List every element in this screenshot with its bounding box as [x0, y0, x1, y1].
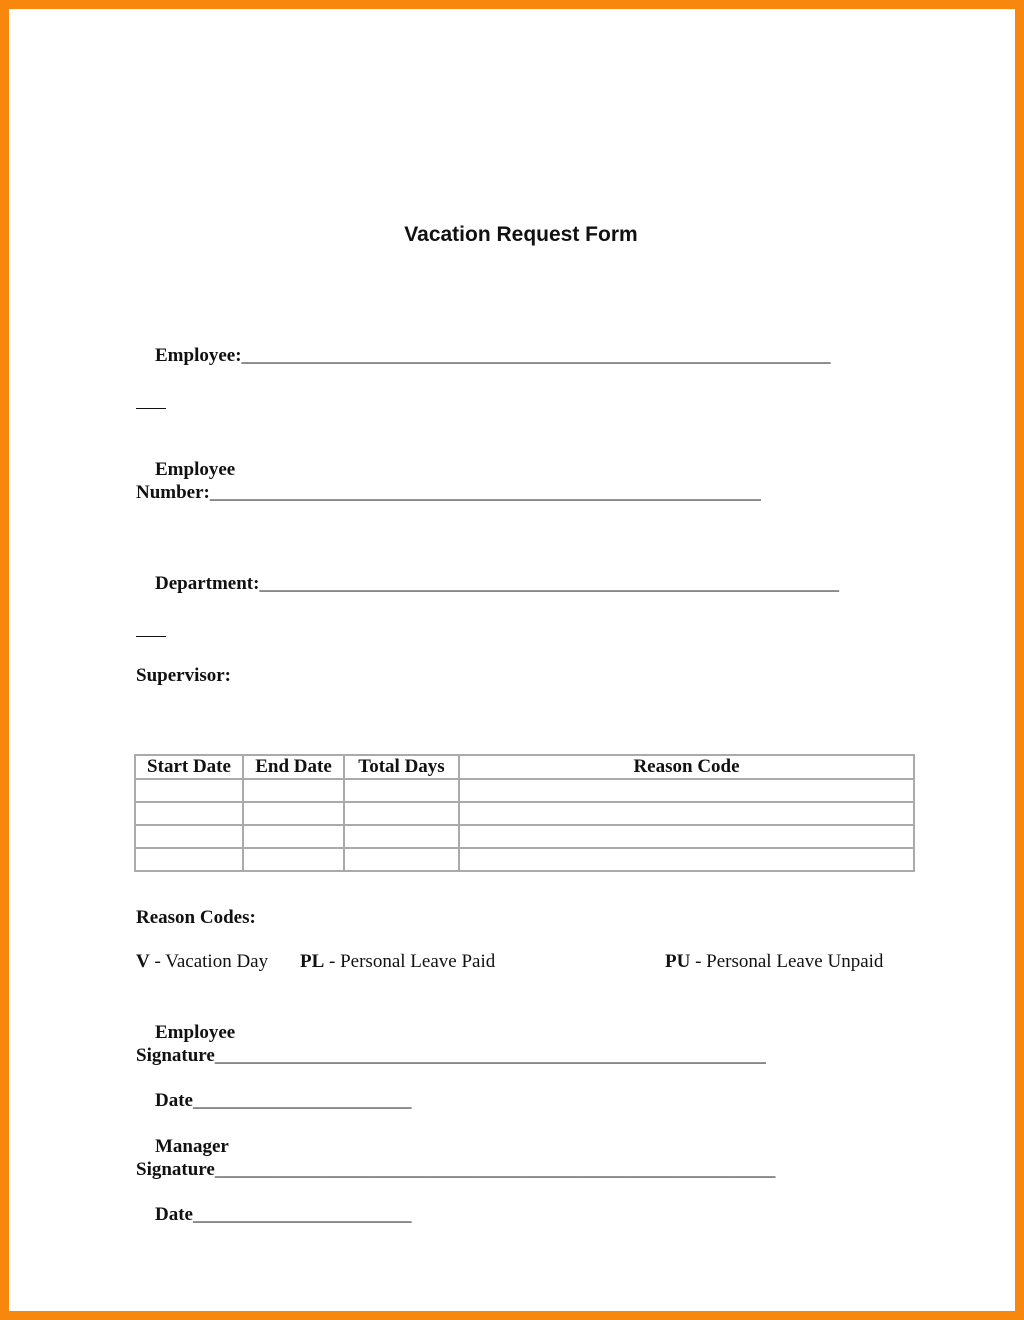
reason-code-pu: PU: [665, 951, 691, 972]
reason-code-cell[interactable]: [459, 825, 914, 848]
employee-number-label-2: Number:: [136, 482, 210, 503]
vacation-request-table: [134, 754, 915, 872]
employee-signature-label-1: Employee: [155, 1022, 236, 1043]
reason-code-cell[interactable]: [459, 848, 914, 871]
department-label: Department:: [155, 573, 260, 594]
manager-date-field[interactable]: [136, 1180, 411, 1249]
employee-number-line: __________________________________________________________: [209, 482, 761, 503]
reason-code-pl: PL: [300, 951, 325, 972]
employee-signature-label-2: Signature: [136, 1045, 215, 1066]
reason-code-v: V: [136, 951, 150, 972]
end-date-cell[interactable]: [243, 848, 344, 871]
total-days-cell[interactable]: [344, 779, 459, 802]
manager-date-line: _______________________: [192, 1204, 412, 1225]
start-date-cell[interactable]: [135, 825, 243, 848]
reason-code-personal-unpaid: [665, 951, 883, 973]
start-date-cell[interactable]: [135, 848, 243, 871]
total-days-header: Total Days: [344, 755, 459, 779]
employee-date-label: Date: [155, 1090, 193, 1111]
total-days-cell[interactable]: [344, 802, 459, 825]
reason-code-pl-desc: - Personal Leave Paid: [324, 951, 496, 972]
department-field[interactable]: [136, 549, 839, 683]
employee-signature-line: __________________________________________________________: [214, 1045, 766, 1066]
department-line-continuation: [136, 636, 166, 637]
manager-signature-line: ___________________________________________________________: [214, 1159, 776, 1180]
manager-signature-label-1: Manager: [155, 1136, 229, 1157]
employee-number-label-1: Employee: [155, 459, 236, 480]
start-date-header: Start Date: [135, 755, 243, 779]
reason-code-v-desc: - Vacation Day: [149, 951, 269, 972]
end-date-cell[interactable]: [243, 779, 344, 802]
end-date-cell[interactable]: [243, 825, 344, 848]
employee-date-line: _______________________: [192, 1090, 412, 1111]
end-date-cell[interactable]: [243, 802, 344, 825]
employee-label: Employee:: [155, 345, 242, 366]
total-days-cell[interactable]: [344, 825, 459, 848]
table-row: [135, 848, 914, 871]
table-row: [135, 802, 914, 825]
manager-signature-label-2: Signature: [136, 1159, 215, 1180]
table-row: [135, 825, 914, 848]
form-title: Vacation Request Form: [404, 223, 638, 246]
employee-line: ______________________________________________________________: [241, 345, 831, 366]
reason-code-personal-paid: [300, 951, 495, 973]
reason-codes-heading: Reason Codes:: [136, 907, 256, 928]
department-line: _____________________________________________________________: [259, 573, 839, 594]
reason-code-cell[interactable]: [459, 802, 914, 825]
supervisor-label: Supervisor:: [136, 665, 231, 686]
reason-code-pu-desc: - Personal Leave Unpaid: [690, 951, 884, 972]
reason-code-cell[interactable]: [459, 779, 914, 802]
start-date-cell[interactable]: [135, 802, 243, 825]
employee-line-continuation: [136, 408, 166, 409]
employee-number-field[interactable]: [136, 435, 761, 527]
table-row: [135, 779, 914, 802]
reason-code-vacation: [136, 951, 268, 973]
total-days-cell[interactable]: [344, 848, 459, 871]
end-date-header: End Date: [243, 755, 344, 779]
manager-date-label: Date: [155, 1204, 193, 1225]
table-header-row: [135, 755, 914, 779]
reason-code-header: Reason Code: [459, 755, 914, 779]
start-date-cell[interactable]: [135, 779, 243, 802]
